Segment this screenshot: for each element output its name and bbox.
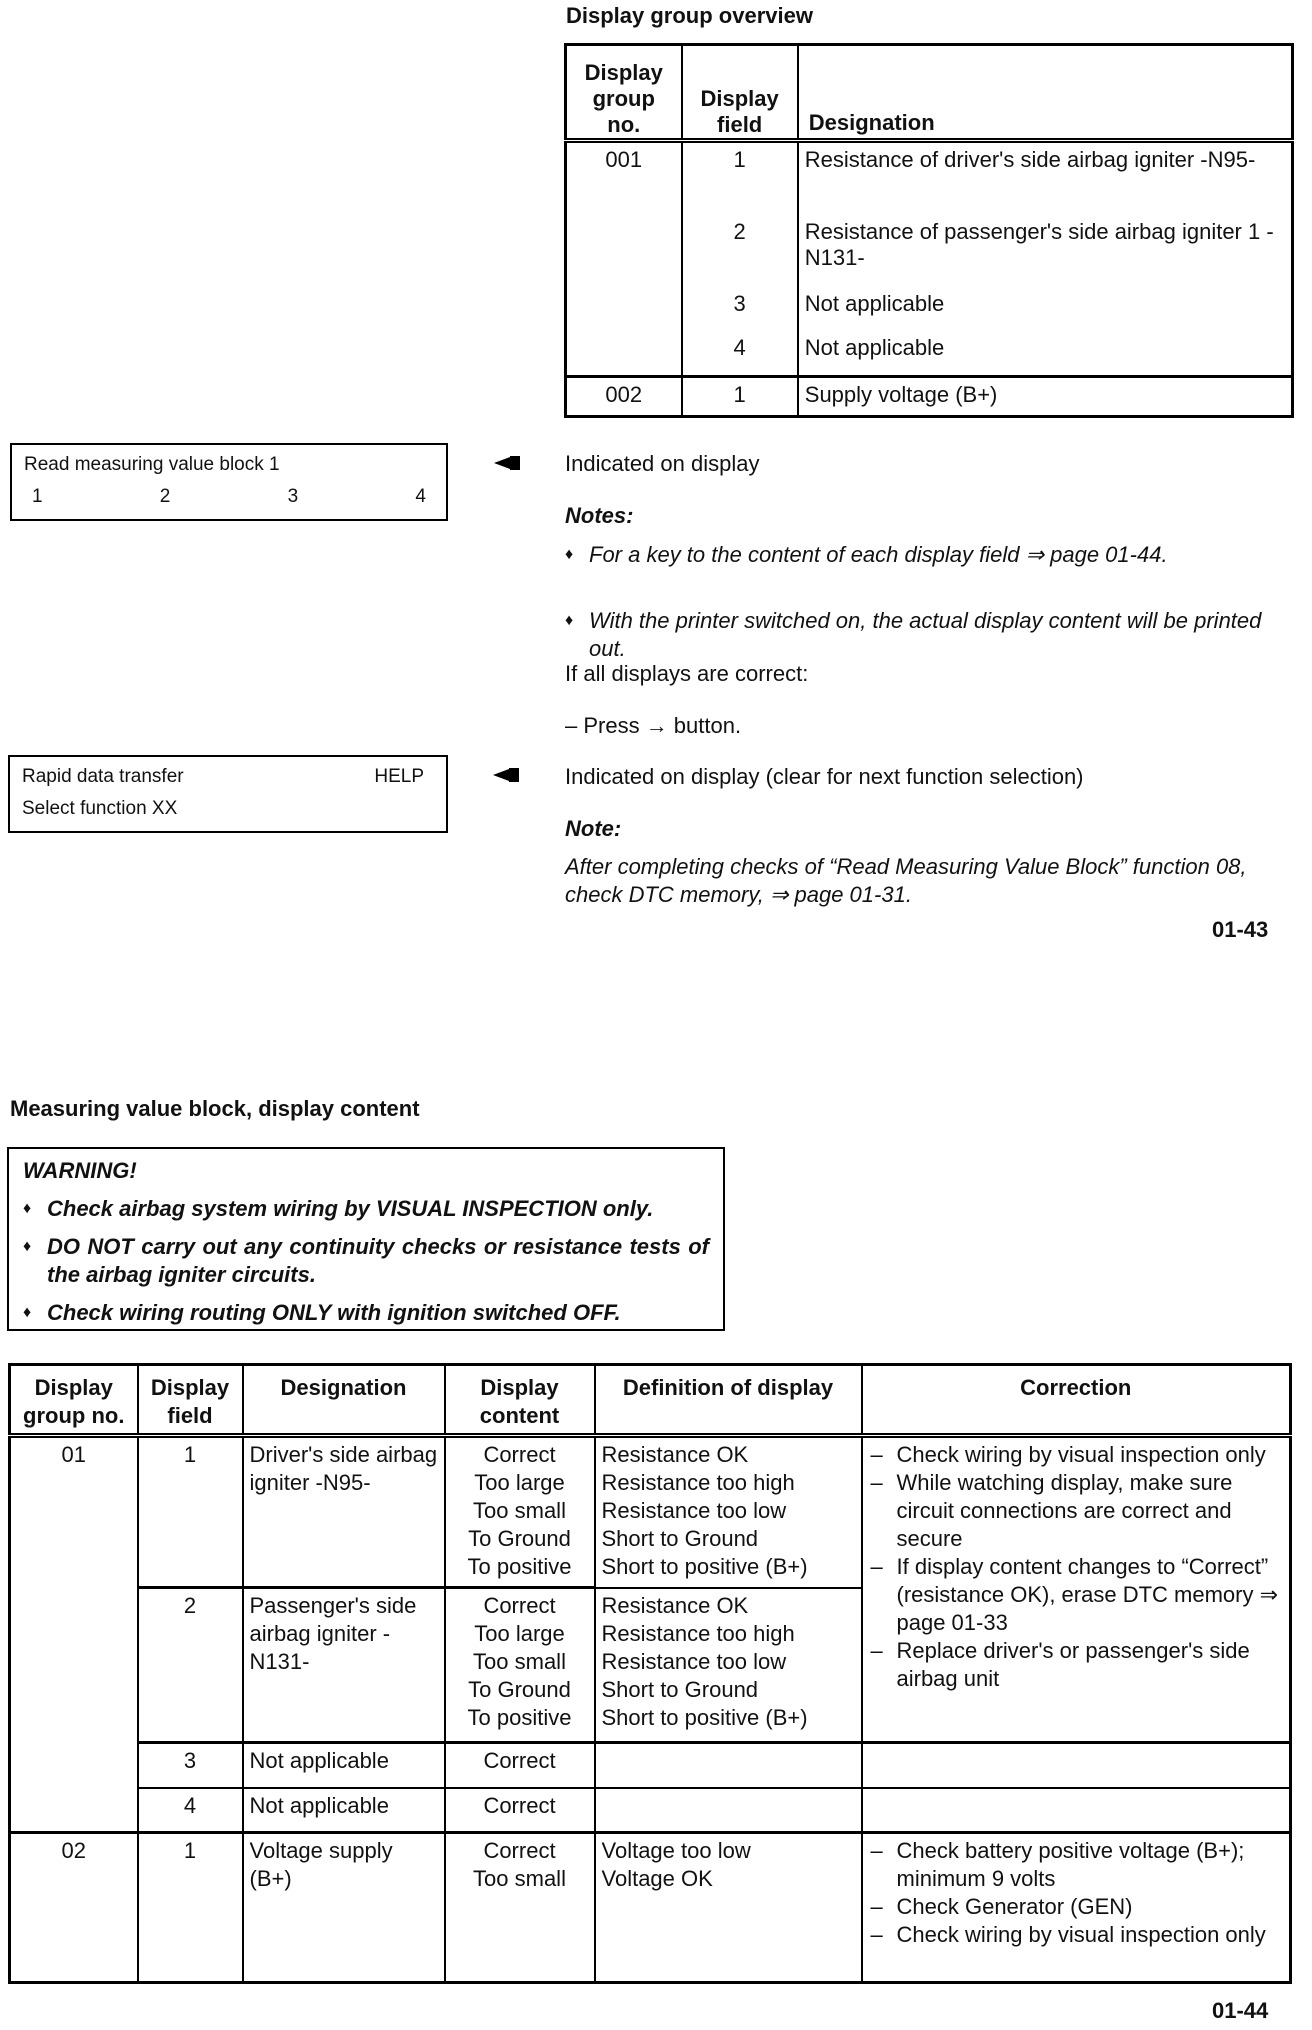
press-arrow-button-step: – Press → button. bbox=[565, 713, 742, 738]
field-no: 3 bbox=[682, 287, 798, 331]
field-no: 4 bbox=[682, 331, 798, 377]
notes-label: Notes: bbox=[565, 503, 634, 528]
designation: Not applicable bbox=[798, 331, 1293, 377]
page-number: 01-44 bbox=[1212, 1998, 1269, 2023]
group-no bbox=[566, 331, 682, 377]
correction bbox=[862, 1743, 1291, 1788]
designation: Resistance of driver's side airbag igniter -N95- bbox=[798, 141, 1293, 215]
definition: Resistance OK Resistance too high Resistance too low Short to Ground Short to positive (B+) bbox=[595, 1588, 862, 1743]
section-title-display-group-overview: Display group overview bbox=[566, 3, 813, 28]
table-row bbox=[566, 377, 1293, 417]
designation: Passenger's side airbag igniter -N131- bbox=[243, 1588, 445, 1743]
page-number: 01-43 bbox=[1212, 917, 1269, 942]
col-header-designation: Designation bbox=[798, 45, 1293, 141]
note-label: Note: bbox=[565, 816, 622, 841]
col-header-correction: Correction bbox=[862, 1365, 1291, 1436]
warning-box bbox=[7, 1147, 725, 1331]
display-field-4: 4 bbox=[415, 486, 426, 507]
col-header-field: Display field bbox=[138, 1365, 243, 1436]
help-label: HELP bbox=[374, 766, 424, 787]
section-title-measuring-value-block: Measuring value block, display content bbox=[10, 1096, 420, 1121]
table-row bbox=[566, 331, 1293, 377]
table-row bbox=[566, 141, 1293, 215]
field-no: 1 bbox=[138, 1833, 243, 1983]
field-no: 3 bbox=[138, 1743, 243, 1788]
field-no: 2 bbox=[682, 215, 798, 287]
correction bbox=[862, 1788, 1291, 1833]
warning-item: ♦ Check airbag system wiring by VISUAL INSPECTION only. bbox=[23, 1195, 709, 1223]
designation: Supply voltage (B+) bbox=[798, 377, 1293, 417]
note-item: ♦ For a key to the content of each display field ⇒ page 01-44. bbox=[565, 541, 1312, 569]
designation: Not applicable bbox=[243, 1743, 445, 1788]
field-no: 2 bbox=[138, 1588, 243, 1743]
designation: Not applicable bbox=[243, 1788, 445, 1833]
col-header-content: Display content bbox=[445, 1365, 595, 1436]
display-content: Correct Too large Too small To Ground To positive bbox=[445, 1588, 595, 1743]
table-row bbox=[10, 1833, 1291, 1983]
note-text: After completing checks of “Read Measuring Value Block” function 08, check DTC memory, ⇒ page 01-31. bbox=[565, 854, 1247, 907]
display-line-1: Read measuring value block 1 bbox=[24, 454, 280, 475]
indicated-on-display-text: Indicated on display bbox=[565, 451, 760, 476]
col-header-definition: Definition of display bbox=[595, 1365, 862, 1436]
warning-title: WARNING! bbox=[23, 1158, 137, 1183]
display-line-1: Rapid data transfer bbox=[22, 766, 184, 787]
definition bbox=[595, 1743, 862, 1788]
group-no: 01 bbox=[10, 1436, 138, 1833]
display-group-overview-table bbox=[564, 43, 1294, 418]
pointer-arrow-icon bbox=[493, 768, 519, 782]
display-content: Correct Too small bbox=[445, 1833, 595, 1983]
table-row bbox=[10, 1436, 1291, 1588]
group-no: 002 bbox=[566, 377, 682, 417]
display-field-3: 3 bbox=[287, 486, 299, 507]
field-no: 1 bbox=[138, 1436, 243, 1588]
col-header-group: Display group no. bbox=[566, 45, 682, 141]
designation: Resistance of passenger's side airbag igniter 1 -N131- bbox=[798, 215, 1293, 287]
table-row bbox=[10, 1743, 1291, 1788]
group-no bbox=[566, 215, 682, 287]
display-line-2: Select function XX bbox=[22, 798, 178, 819]
warning-item: ♦ Check wiring routing ONLY with ignition switched OFF. bbox=[23, 1299, 709, 1327]
group-no: 02 bbox=[10, 1833, 138, 1983]
display-content-table bbox=[8, 1363, 1292, 1984]
table-row bbox=[566, 215, 1293, 287]
designation: Not applicable bbox=[798, 287, 1293, 331]
correction: – Check battery positive voltage (B+); minimum 9 volts – Check Generator (GEN) – Check wiring by visual inspection only bbox=[862, 1833, 1291, 1983]
indicated-on-display-text-2: Indicated on display (clear for next function selection) bbox=[565, 764, 1084, 789]
designation: Driver's side airbag igniter -N95- bbox=[243, 1436, 445, 1588]
definition bbox=[595, 1788, 862, 1833]
display-field-1: 1 bbox=[32, 486, 43, 507]
display-field-2: 2 bbox=[159, 486, 171, 507]
field-no: 4 bbox=[138, 1788, 243, 1833]
warning-item: ♦ DO NOT carry out any continuity checks or resistance tests of the airbag igniter circuits. bbox=[23, 1233, 709, 1289]
tester-display-measuring-block bbox=[10, 443, 448, 521]
note-item: ♦ With the printer switched on, the actual display content will be printed out. bbox=[565, 607, 1289, 663]
table-row bbox=[566, 287, 1293, 331]
pointer-arrow-icon bbox=[494, 456, 520, 470]
field-no: 1 bbox=[682, 141, 798, 215]
col-header-field: Display field bbox=[682, 45, 798, 141]
table-row bbox=[10, 1788, 1291, 1833]
col-header-designation: Designation bbox=[243, 1365, 445, 1436]
group-no bbox=[566, 287, 682, 331]
definition: Voltage too low Voltage OK bbox=[595, 1833, 862, 1983]
display-content: Correct Too large Too small To Ground To positive bbox=[445, 1436, 595, 1588]
definition: Resistance OK Resistance too high Resistance too low Short to Ground Short to positive (B+) bbox=[595, 1436, 862, 1588]
display-content: Correct bbox=[445, 1788, 595, 1833]
field-no: 1 bbox=[682, 377, 798, 417]
col-header-group: Display group no. bbox=[10, 1365, 138, 1436]
correction: – Check wiring by visual inspection only – While watching display, make sure circuit connections are correct and secure – If display content changes to “Correct” (resistance OK), erase DTC memory ⇒ page 01-33 – Replace driver's or passenger's side airbag unit bbox=[862, 1436, 1291, 1743]
display-content: Correct bbox=[445, 1743, 595, 1788]
if-correct-text: If all displays are correct: bbox=[565, 661, 809, 686]
tester-display-rapid-data-transfer bbox=[8, 755, 448, 833]
group-no: 001 bbox=[566, 141, 682, 215]
designation: Voltage supply (B+) bbox=[243, 1833, 445, 1983]
